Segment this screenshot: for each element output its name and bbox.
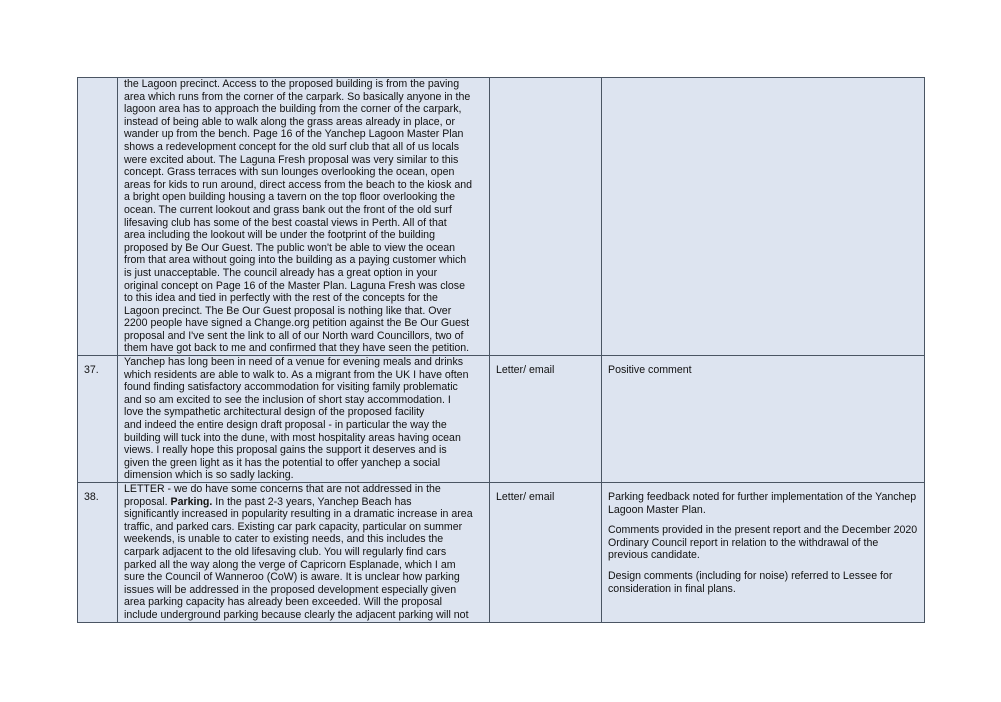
text-line: areas for kids to run around, direct access from the beach to the kiosk and — [124, 178, 473, 191]
text-line: parked all the way along the verge of Capricorn Esplanade, which I am — [124, 558, 456, 571]
submission-method: Letter/ email — [490, 483, 602, 623]
text-line: concept. Grass terraces with sun lounges overlooking the ocean, open — [124, 166, 455, 179]
text-line: wander up from the bench. Page 16 of the Yanchep Lagoon Master Plan — [124, 128, 464, 141]
text-line: dimension which is so sadly lacking. — [124, 469, 294, 482]
text-line: area parking capacity has already been exceeded. Will the proposal — [124, 596, 443, 609]
text-line: is just unacceptable. The council already has a great option in your — [124, 266, 438, 279]
text-line: a bright open building housing a tavern on the top floor overlooking the — [124, 191, 455, 204]
parking-heading: Parking. — [170, 495, 213, 508]
submissions-table — [77, 77, 925, 623]
text-line — [124, 496, 484, 509]
text-line: building will tuck into the dune, with most hospitality areas having ocean — [124, 431, 461, 444]
text-line: shows a redevelopment concept for the old surf club that all of us locals — [124, 140, 460, 153]
text-line: to this idea and tied in perfectly with the rest of the concepts for the — [124, 292, 438, 305]
officer-response — [602, 78, 925, 356]
submission-text — [118, 483, 490, 623]
text-line: area including the lookout will be under the footprint of the building — [124, 229, 435, 242]
text-fragment: In the past 2-3 years, Yanchep Beach has — [212, 495, 412, 508]
text-line: proposed by Be Our Guest. The public won't be able to view the ocean — [124, 241, 456, 254]
text-line: instead of being able to walk along the grass areas already in place, or — [124, 115, 455, 128]
text-line: ocean. The current lookout and grass bank out the front of the old surf — [124, 203, 452, 216]
text-line: Yanchep has long been in need of a venue for evening meals and drinks — [124, 356, 464, 369]
row-number: 37. — [78, 356, 118, 483]
submission-method — [490, 78, 602, 356]
response-paragraph: Comments provided in the present report and the December 2020 Ordinary Council report in relation to the withdrawal of the previous candidate. — [608, 524, 918, 562]
table-row — [78, 356, 925, 483]
submission-method: Letter/ email — [490, 356, 602, 483]
text-line: were excited about. The Laguna Fresh proposal was very similar to this — [124, 153, 459, 166]
text-line: views. I really hope this proposal gains the support it deserves and is — [124, 444, 447, 457]
text-line: proposal and I've sent the link to all of our North ward Councillors, two of — [124, 329, 464, 342]
response-paragraph: Parking feedback noted for further implementation of the Yanchep Lagoon Master Plan. — [608, 491, 917, 516]
text-line: and indeed the entire design draft proposal - in particular the way the — [124, 419, 447, 432]
text-line: significantly increased in popularity resulting in a dramatic increase in area — [124, 508, 473, 521]
text-line: 2200 people have signed a Change.org petition against the Be Our Guest — [124, 317, 470, 330]
text-line: them have got back to me and confirmed that they have seen the petition. — [124, 342, 470, 355]
officer-response — [602, 356, 925, 483]
submission-text — [118, 356, 490, 483]
text-line: original concept on Page 16 of the Master Plan. Laguna Fresh was close — [124, 279, 465, 292]
text-line: include underground parking because clearly the adjacent parking will not — [124, 609, 469, 621]
response-paragraph: Design comments (including for noise) referred to Lessee for consideration in final plans. — [608, 570, 893, 595]
text-line: love the sympathetic architectural design of the proposed facility — [124, 406, 425, 419]
text-line: sure the Council of Wanneroo (CoW) is aware. It is unclear how parking — [124, 571, 460, 584]
text-line: weekends, is unable to cater to existing needs, and this includes the — [124, 533, 444, 546]
row-number — [78, 78, 118, 356]
text-line: Lagoon precinct. The Be Our Guest proposal is nothing like that. Over — [124, 304, 452, 317]
row-number: 38. — [78, 483, 118, 623]
table-row — [78, 78, 925, 356]
text-line: issues will be addressed in the proposed development especially given — [124, 583, 457, 596]
officer-response — [602, 483, 925, 623]
text-line: LETTER - we do have some concerns that are not addressed in the — [124, 483, 441, 496]
text-line: carpark adjacent to the old lifesaving club. You will regularly find cars — [124, 546, 447, 559]
text-line: traffic, and parked cars. Existing car park capacity, particular on summer — [124, 520, 463, 533]
submission-text — [118, 78, 490, 356]
response-paragraph: Positive comment — [608, 364, 692, 377]
text-line: area which runs from the corner of the carpark. So basically anyone in the — [124, 90, 471, 103]
text-fragment: proposal. — [124, 495, 171, 508]
text-line: from that area without going into the building as a paying customer which — [124, 254, 467, 267]
text-line: and so am excited to see the inclusion of short stay accommodation. I — [124, 393, 451, 406]
table-row — [78, 483, 925, 623]
text-line: lagoon area has to approach the building from the corner of the carpark, — [124, 103, 462, 116]
text-line: which residents are able to walk to. As a migrant from the UK I have often — [124, 368, 469, 381]
text-line: found finding satisfactory accommodation for visiting family problematic — [124, 381, 458, 394]
text-line: the Lagoon precinct. Access to the proposed building is from the paving — [124, 78, 460, 90]
text-line: lifesaving club has some of the best coastal views in Perth. All of that — [124, 216, 447, 229]
text-line: given the green light as it has the potential to offer yanchep a social — [124, 456, 441, 469]
